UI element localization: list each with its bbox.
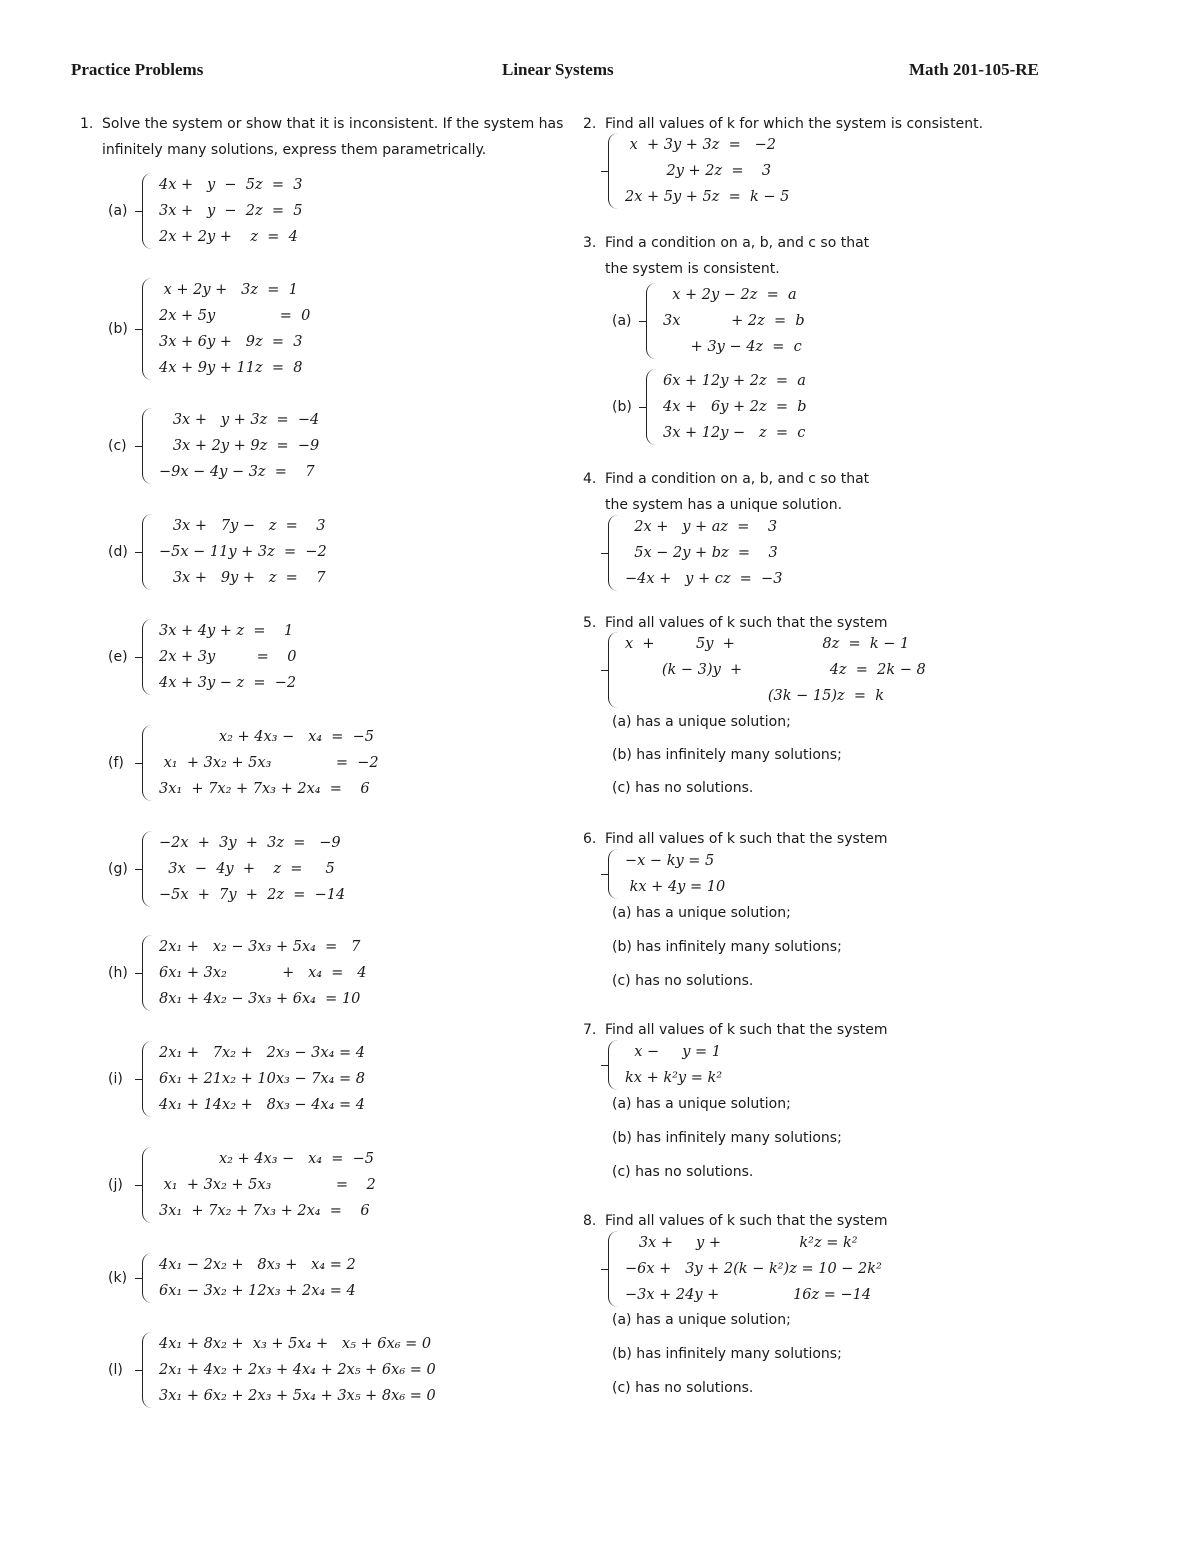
brace-icon bbox=[608, 1040, 621, 1090]
system-3a bbox=[612, 282, 805, 360]
system-1d bbox=[108, 513, 327, 591]
brace-icon bbox=[142, 725, 155, 801]
equation: 3x + y − 2z = 5 bbox=[159, 203, 303, 219]
equation: 3x + 12y − z = c bbox=[663, 425, 806, 441]
system-1k bbox=[108, 1252, 356, 1304]
problem-8-option-c: (c) has no solutions. bbox=[612, 1380, 754, 1396]
equation: 3x₁ + 7x₂ + 7x₃ + 2x₄ = 6 bbox=[159, 781, 370, 797]
problem-7-option-b: (b) has infinitely many solutions; bbox=[612, 1130, 842, 1146]
system-1f bbox=[108, 724, 379, 802]
equation: −3x + 24y + 16z = −14 bbox=[625, 1287, 872, 1303]
system-label: (b) bbox=[108, 321, 128, 337]
problem-7-text: Find all values of k such that the system bbox=[605, 1022, 888, 1038]
equation: −5x + 7y + 2z = −14 bbox=[159, 887, 346, 903]
equation: x − y = 1 bbox=[625, 1044, 721, 1060]
system-label: (b) bbox=[612, 399, 632, 415]
problem-4-text-line-1: Find a condition on a, b, and c so that bbox=[605, 471, 870, 487]
equation: x₂ + 4x₃ − x₄ = −5 bbox=[159, 729, 375, 745]
brace-icon bbox=[142, 831, 155, 907]
equation: 3x + 4y + z = 1 bbox=[159, 623, 294, 639]
problem-1-text-line-1: Solve the system or show that it is inconsistent. If the system has bbox=[102, 116, 564, 132]
problem-1-text-line-2: infinitely many solutions, express them parametrically. bbox=[102, 142, 487, 158]
problem-4-number: 4. bbox=[583, 471, 597, 487]
header-course: Math 201-105-RE bbox=[909, 60, 1039, 79]
equation: 3x + y + 3z = −4 bbox=[159, 412, 320, 428]
problem-7-option-a: (a) has a unique solution; bbox=[612, 1096, 791, 1112]
equation: 2y + 2z = 3 bbox=[625, 163, 772, 179]
system-2 bbox=[608, 132, 789, 210]
header-left: Practice Problems bbox=[71, 60, 204, 79]
brace-icon bbox=[142, 408, 155, 484]
system-1g bbox=[108, 830, 345, 908]
system-3b bbox=[612, 368, 807, 446]
problem-1-number: 1. bbox=[80, 116, 94, 132]
problem-5-option-a: (a) has a unique solution; bbox=[612, 714, 791, 730]
brace-icon bbox=[142, 1147, 155, 1223]
system-1l bbox=[108, 1331, 436, 1409]
problem-3-text-line-1: Find a condition on a, b, and c so that bbox=[605, 235, 870, 251]
system-7 bbox=[608, 1039, 722, 1091]
system-label: (c) bbox=[108, 438, 127, 454]
system-label: (a) bbox=[108, 203, 128, 219]
equation: x + 2y − 2z = a bbox=[663, 287, 797, 303]
equation: 2x₁ + 7x₂ + 2x₃ − 3x₄ = 4 bbox=[159, 1045, 365, 1061]
system-1c bbox=[108, 407, 319, 485]
system-8 bbox=[608, 1230, 882, 1308]
problem-8-number: 8. bbox=[583, 1213, 597, 1229]
equation: 4x + y − 5z = 3 bbox=[159, 177, 303, 193]
system-label: (j) bbox=[108, 1177, 123, 1193]
problem-3 bbox=[583, 230, 1183, 282]
system-label: (h) bbox=[108, 965, 128, 981]
equation: 2x + 2y + z = 4 bbox=[159, 229, 298, 245]
equation: x + 2y + 3z = 1 bbox=[159, 282, 298, 298]
equation: + 3y − 4z = c bbox=[663, 339, 802, 355]
system-label: (d) bbox=[108, 544, 128, 560]
system-1j bbox=[108, 1146, 376, 1224]
brace-icon bbox=[142, 514, 155, 590]
problem-3-number: 3. bbox=[583, 235, 597, 251]
brace-icon bbox=[608, 133, 621, 209]
system-label: (g) bbox=[108, 861, 128, 877]
equation: x + 5y + 8z = k − 1 bbox=[625, 636, 910, 652]
equation: 4x + 9y + 11z = 8 bbox=[159, 360, 303, 376]
equation: 6x₁ + 3x₂ + x₄ = 4 bbox=[159, 965, 367, 981]
equation: 6x₁ − 3x₂ + 12x₃ + 2x₄ = 4 bbox=[159, 1283, 356, 1299]
brace-icon bbox=[142, 935, 155, 1011]
system-1a bbox=[108, 172, 302, 250]
problem-1 bbox=[80, 111, 570, 163]
system-label: (k) bbox=[108, 1270, 128, 1286]
equation: 4x + 3y − z = −2 bbox=[159, 675, 297, 691]
problem-5-text: Find all values of k such that the system bbox=[605, 615, 888, 631]
equation: 4x₁ + 8x₂ + x₃ + 5x₄ + x₅ + 6x₆ = 0 bbox=[159, 1336, 432, 1352]
equation: −x − ky = 5 bbox=[625, 853, 715, 869]
brace-icon bbox=[142, 173, 155, 249]
problem-5-option-b: (b) has infinitely many solutions; bbox=[612, 747, 842, 763]
equation: 4x + 6y + 2z = b bbox=[663, 399, 807, 415]
problem-8-option-a: (a) has a unique solution; bbox=[612, 1312, 791, 1328]
equation: 2x₁ + 4x₂ + 2x₃ + 4x₄ + 2x₅ + 6x₆ = 0 bbox=[159, 1362, 436, 1378]
equation: 3x₁ + 6x₂ + 2x₃ + 5x₄ + 3x₅ + 8x₆ = 0 bbox=[159, 1388, 436, 1404]
equation: 4x₁ + 14x₂ + 8x₃ − 4x₄ = 4 bbox=[159, 1097, 366, 1113]
problem-2-text: Find all values of k for which the system is consistent. bbox=[605, 116, 984, 132]
problem-6-option-b: (b) has infinitely many solutions; bbox=[612, 939, 842, 955]
system-1b bbox=[108, 277, 310, 381]
brace-icon bbox=[608, 849, 621, 899]
problem-6-option-a: (a) has a unique solution; bbox=[612, 905, 791, 921]
system-6 bbox=[608, 848, 725, 900]
brace-icon bbox=[142, 1253, 155, 1303]
equation: 5x − 2y + bz = 3 bbox=[625, 545, 778, 561]
problem-7-number: 7. bbox=[583, 1022, 597, 1038]
problem-3-text-line-2: the system is consistent. bbox=[605, 261, 780, 277]
system-label: (e) bbox=[108, 649, 128, 665]
brace-icon bbox=[608, 632, 621, 708]
system-label: (i) bbox=[108, 1071, 123, 1087]
system-label: (a) bbox=[612, 313, 632, 329]
system-1i bbox=[108, 1040, 365, 1118]
brace-icon bbox=[646, 283, 659, 359]
brace-icon bbox=[142, 619, 155, 695]
equation: −5x − 11y + 3z = −2 bbox=[159, 544, 327, 560]
problem-7-option-c: (c) has no solutions. bbox=[612, 1164, 754, 1180]
equation: x₁ + 3x₂ + 5x₃ = −2 bbox=[159, 755, 379, 771]
problem-5-option-c: (c) has no solutions. bbox=[612, 780, 754, 796]
equation: kx + 4y = 10 bbox=[625, 879, 726, 895]
system-label: (l) bbox=[108, 1362, 123, 1378]
equation: 4x₁ − 2x₂ + 8x₃ + x₄ = 2 bbox=[159, 1257, 356, 1273]
system-1e bbox=[108, 618, 296, 696]
equation: −2x + 3y + 3z = −9 bbox=[159, 835, 341, 851]
equation: x₂ + 4x₃ − x₄ = −5 bbox=[159, 1151, 375, 1167]
problem-2-number: 2. bbox=[583, 116, 597, 132]
equation: x + 3y + 3z = −2 bbox=[625, 137, 776, 153]
problem-6-text: Find all values of k such that the system bbox=[605, 831, 888, 847]
equation: 3x + 2y + 9z = −9 bbox=[159, 438, 320, 454]
problem-6-option-c: (c) has no solutions. bbox=[612, 973, 754, 989]
problem-8-text: Find all values of k such that the system bbox=[605, 1213, 888, 1229]
equation: 2x + 5y + 5z = k − 5 bbox=[625, 189, 790, 205]
equation: 3x − 4y + z = 5 bbox=[159, 861, 335, 877]
equation: kx + k²y = k² bbox=[625, 1070, 723, 1086]
system-1h bbox=[108, 934, 367, 1012]
equation: 6x₁ + 21x₂ + 10x₃ − 7x₄ = 8 bbox=[159, 1071, 366, 1087]
system-label: (f) bbox=[108, 755, 124, 771]
equation: x₁ + 3x₂ + 5x₃ = 2 bbox=[159, 1177, 376, 1193]
brace-icon bbox=[608, 515, 621, 591]
equation: 6x + 12y + 2z = a bbox=[663, 373, 806, 389]
equation: −9x − 4y − 3z = 7 bbox=[159, 464, 315, 480]
brace-icon bbox=[142, 1332, 155, 1408]
problem-4 bbox=[583, 466, 1183, 518]
brace-icon bbox=[142, 1041, 155, 1117]
equation: 3x + 2z = b bbox=[663, 313, 805, 329]
equation: (k − 3)y + 4z = 2k − 8 bbox=[625, 662, 926, 678]
equation: 3x₁ + 7x₂ + 7x₃ + 2x₄ = 6 bbox=[159, 1203, 370, 1219]
equation: 2x + 3y = 0 bbox=[159, 649, 297, 665]
equation: 3x + y + k²z = k² bbox=[625, 1235, 858, 1251]
equation: 2x + y + az = 3 bbox=[625, 519, 778, 535]
equation: −6x + 3y + 2(k − k²)z = 10 − 2k² bbox=[625, 1261, 882, 1277]
system-4 bbox=[608, 514, 782, 592]
equation: −4x + y + cz = −3 bbox=[625, 571, 783, 587]
equation: 2x₁ + x₂ − 3x₃ + 5x₄ = 7 bbox=[159, 939, 361, 955]
brace-icon bbox=[142, 278, 155, 380]
equation: 8x₁ + 4x₂ − 3x₃ + 6x₄ = 10 bbox=[159, 991, 361, 1007]
system-5 bbox=[608, 631, 926, 709]
problem-6-number: 6. bbox=[583, 831, 597, 847]
equation: 3x + 9y + z = 7 bbox=[159, 570, 326, 586]
problem-8-option-b: (b) has infinitely many solutions; bbox=[612, 1346, 842, 1362]
brace-icon bbox=[608, 1231, 621, 1307]
problem-5-number: 5. bbox=[583, 615, 597, 631]
problem-4-text-line-2: the system has a unique solution. bbox=[605, 497, 843, 513]
equation: 2x + 5y = 0 bbox=[159, 308, 311, 324]
header-title: Linear Systems bbox=[502, 60, 614, 79]
equation: 3x + 7y − z = 3 bbox=[159, 518, 326, 534]
brace-icon bbox=[646, 369, 659, 445]
equation: 3x + 6y + 9z = 3 bbox=[159, 334, 303, 350]
equation: (3k − 15)z = k bbox=[625, 688, 885, 704]
